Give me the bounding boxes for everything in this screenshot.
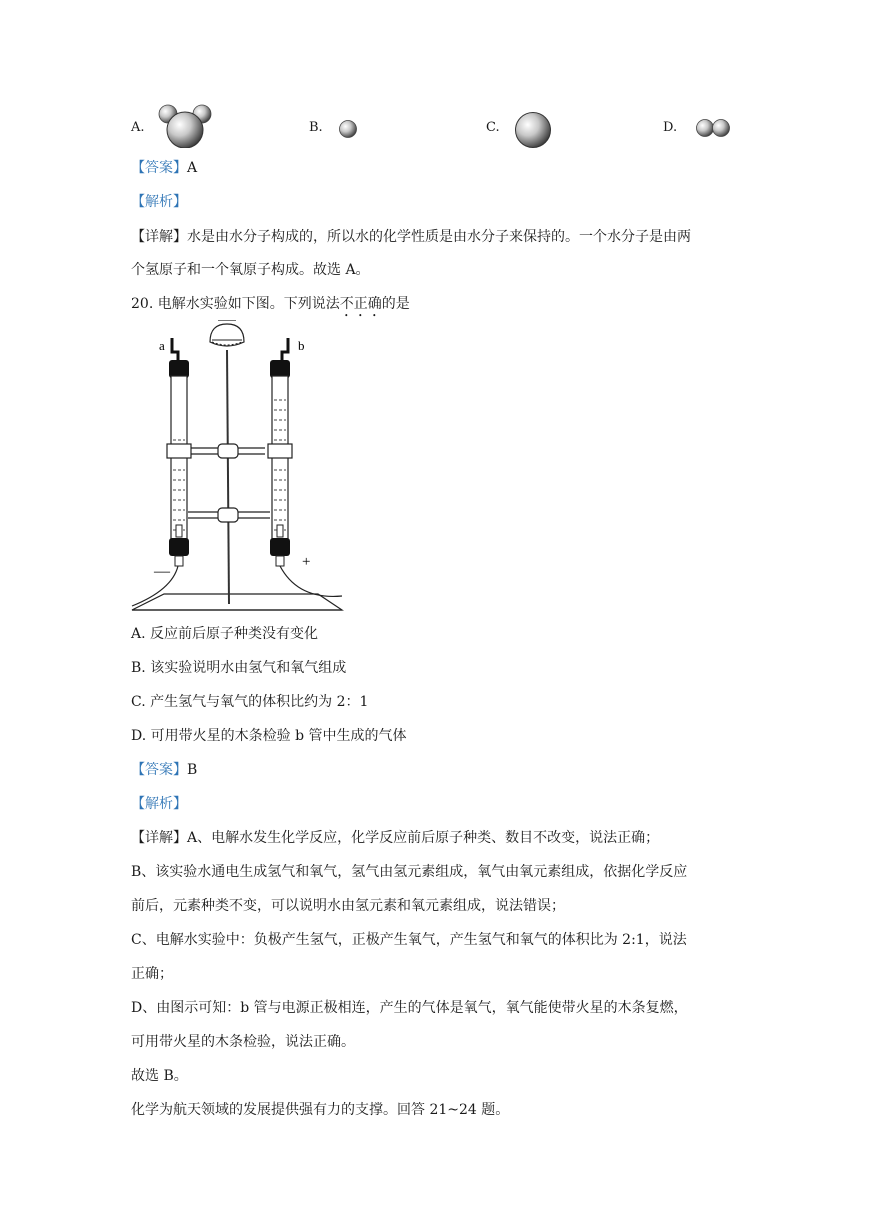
q20-stem-emphasis: 不正确 [339,296,382,312]
option-a-letter: A. [131,120,145,135]
q20-option-b: B. 该实验说明水由氢气和氧气组成 [131,660,347,676]
label-plus: + [302,554,311,570]
analysis-tag: 【解析】 [131,194,187,210]
option-c-letter: C. [486,120,500,135]
stand-rod [227,350,229,604]
q19-answer-line [131,158,197,178]
water-molecule-icon [156,104,214,148]
q20-detail-b-2: 前后，元素种类不变，可以说明水由氢元素和氧元素组成，说法错误； [131,898,565,914]
electrolysis-apparatus-figure [128,320,353,616]
detail-tag: 【详解】 [131,830,187,846]
answer-tag: 【答案】 [131,160,187,176]
q20-option-c: C. 产生氢气与氧气的体积比约为 2：1 [131,694,369,710]
lower-clamp [188,508,270,522]
next-section-intro: 化学为航天领域的发展提供强有力的支撑。回答 21~24 题。 [131,1102,510,1118]
q19-detail-text-1: 水是由水分子构成的，所以水的化学性质是由水分子来保持的。一个水分子是由两 [187,229,691,245]
stand-base [132,594,342,610]
small-atom-icon [338,119,358,139]
q20-stem-suffix: 的是 [381,296,410,312]
q20-analysis-tag [131,794,187,814]
upper-clamp [191,444,265,458]
reservoir-funnel [210,320,244,346]
q20-answer-line [131,760,197,780]
label-a: a [159,338,165,353]
q20-detail-b-1: B、该实验水通电生成氢气和氧气，氢气由氢元素组成，氧气由氧元素组成，依据化学反应 [131,864,688,880]
q20-detail-c-2: 正确； [131,966,173,982]
q19-analysis-tag [131,192,187,212]
q20-stem [131,294,410,320]
q20-option-d: D. 可用带火星的木条检验 b 管中生成的气体 [131,728,407,744]
q19-answer-value: A [187,160,198,176]
q20-detail-a-text: A、电解水发生化学反应，化学反应前后原子种类、数目不改变，说法正确； [187,830,660,846]
q20-detail-c-1: C、电解水实验中：负极产生氢气，正极产生氧气，产生氢气和氧气的体积比为 2:1，说法 [131,932,687,948]
q20-detail-a [131,828,659,848]
option-b-letter: B. [309,120,323,135]
large-atom-icon [513,111,553,149]
answer-tag: 【答案】 [131,762,187,778]
q20-answer-value: B [187,762,198,778]
label-b: b [298,338,305,353]
q20-conclusion: 故选 B。 [131,1068,188,1084]
q19-detail-line-1 [131,227,691,247]
q20-stem-prefix: 20. 电解水实验如下图。下列说法 [131,296,340,312]
q20-detail-d-2: 可用带火星的木条检验，说法正确。 [131,1034,355,1050]
detail-tag: 【详解】 [131,229,187,245]
label-minus: — [154,563,170,580]
q19-detail-line-2: 个氢原子和一个氧原子构成。故选 A。 [131,262,370,278]
q20-option-a: A. 反应前后原子种类没有变化 [131,626,319,642]
q20-detail-d-1: D、由图示可知：b 管与电源正极相连，产生的气体是氧气，氧气能使带火星的木条复燃， [131,1000,688,1016]
analysis-tag: 【解析】 [131,796,187,812]
diatomic-molecule-icon [695,117,731,139]
option-d-letter: D. [663,120,678,135]
